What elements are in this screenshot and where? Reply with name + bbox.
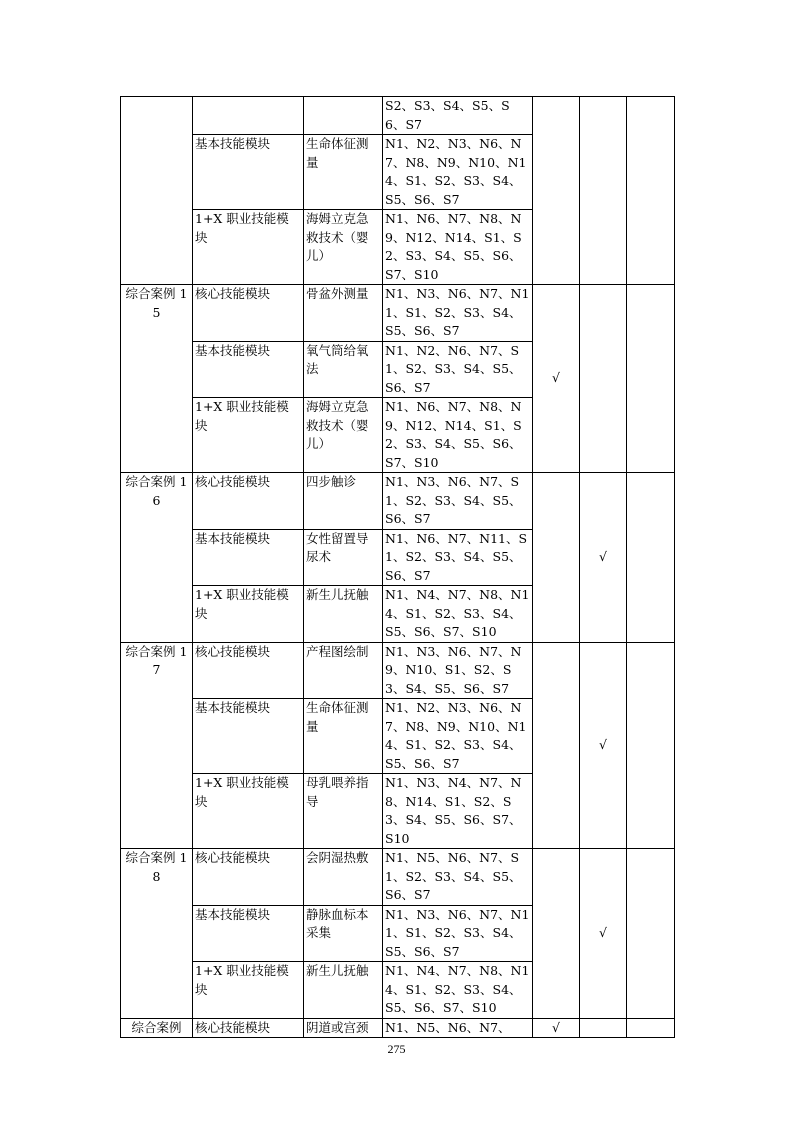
check-cell-3 — [627, 285, 675, 473]
codes-cell: S2、S3、S4、S5、S6、S7 — [383, 97, 533, 135]
module-cell: 核心技能模块 — [193, 849, 304, 906]
case-cell: 综合案例 18 — [121, 849, 193, 1019]
skill-item-cell: 阴道或宫颈 — [304, 1018, 383, 1038]
check-cell-2 — [580, 1018, 627, 1038]
skill-item-cell: 静脉血标本采集 — [304, 905, 383, 962]
check-cell-2: √ — [580, 642, 627, 849]
module-cell: 核心技能模块 — [193, 642, 304, 699]
skill-item-cell: 生命体征测量 — [304, 135, 383, 210]
table-row — [121, 642, 675, 699]
check-cell-2: √ — [580, 849, 627, 1019]
check-cell-1 — [533, 849, 580, 1019]
module-cell: 基本技能模块 — [193, 905, 304, 962]
table-row — [121, 849, 675, 906]
module-cell: 基本技能模块 — [193, 341, 304, 398]
skill-item-cell: 骨盆外测量 — [304, 285, 383, 342]
codes-cell: N1、N4、N7、N8、N14、S1、S2、S3、S4、S5、S6、S7、S10 — [383, 962, 533, 1019]
skill-item-cell: 生命体征测量 — [304, 699, 383, 774]
case-cell: 综合案例 — [121, 1018, 193, 1038]
check-cell-2 — [580, 97, 627, 285]
module-cell: 基本技能模块 — [193, 699, 304, 774]
skill-item-cell: 氧气筒给氧法 — [304, 341, 383, 398]
codes-cell: N1、N2、N6、N7、S1、S2、S3、S4、S5、S6、S7 — [383, 341, 533, 398]
skill-item-cell: 四步触诊 — [304, 473, 383, 530]
table-row — [121, 97, 675, 135]
module-cell: 基本技能模块 — [193, 529, 304, 586]
check-cell-1 — [533, 97, 580, 285]
module-cell: 核心技能模块 — [193, 1018, 304, 1038]
case-cell: 综合案例 17 — [121, 642, 193, 849]
check-cell-2 — [580, 285, 627, 473]
module-cell: 1+X 职业技能模块 — [193, 586, 304, 643]
skill-item-cell: 会阴湿热敷 — [304, 849, 383, 906]
codes-cell: N1、N6、N7、N8、N9、N12、N14、S1、S2、S3、S4、S5、S6、S7、S10 — [383, 398, 533, 473]
check-cell-1 — [533, 642, 580, 849]
skill-item-cell: 女性留置导尿术 — [304, 529, 383, 586]
skill-item-cell: 新生儿抚触 — [304, 962, 383, 1019]
codes-cell: N1、N6、N7、N8、N9、N12、N14、S1、S2、S3、S4、S5、S6、S7、S10 — [383, 210, 533, 285]
check-cell-2: √ — [580, 473, 627, 643]
check-cell-3 — [627, 473, 675, 643]
case-cell: 综合案例 15 — [121, 285, 193, 473]
module-cell — [193, 97, 304, 135]
module-cell: 核心技能模块 — [193, 473, 304, 530]
codes-cell: N1、N3、N4、N7、N8、N14、S1、S2、S3、S4、S5、S6、S7、S10 — [383, 774, 533, 849]
case-cell — [121, 97, 193, 285]
table-row — [121, 285, 675, 342]
skill-item-cell — [304, 97, 383, 135]
check-cell-1: √ — [533, 1018, 580, 1038]
codes-cell: N1、N4、N7、N8、N14、S1、S2、S3、S4、S5、S6、S7、S10 — [383, 586, 533, 643]
codes-cell: N1、N2、N3、N6、N7、N8、N9、N10、N14、S1、S2、S3、S4、S5、S6、S7 — [383, 135, 533, 210]
codes-cell: N1、N3、N6、N7、N11、S1、S2、S3、S4、S5、S6、S7 — [383, 285, 533, 342]
module-cell: 基本技能模块 — [193, 135, 304, 210]
check-cell-3 — [627, 849, 675, 1019]
codes-cell: N1、N5、N6、N7、 — [383, 1018, 533, 1038]
check-cell-3 — [627, 642, 675, 849]
codes-cell: N1、N3、N6、N7、N9、N10、S1、S2、S3、S4、S5、S6、S7 — [383, 642, 533, 699]
skill-item-cell: 海姆立克急救技术（婴儿） — [304, 398, 383, 473]
check-cell-1 — [533, 473, 580, 643]
check-cell-1: √ — [533, 285, 580, 473]
page-number: 275 — [387, 1042, 406, 1056]
codes-cell: N1、N6、N7、N11、S1、S2、S3、S4、S5、S6、S7 — [383, 529, 533, 586]
check-cell-3 — [627, 1018, 675, 1038]
table-row — [121, 1018, 675, 1038]
case-cell: 综合案例 16 — [121, 473, 193, 643]
codes-cell: N1、N3、N6、N7、S1、S2、S3、S4、S5、S6、S7 — [383, 473, 533, 530]
module-cell: 1+X 职业技能模块 — [193, 962, 304, 1019]
skill-item-cell: 母乳喂养指导 — [304, 774, 383, 849]
codes-cell: N1、N3、N6、N7、N11、S1、S2、S3、S4、S5、S6、S7 — [383, 905, 533, 962]
codes-cell: N1、N5、N6、N7、S1、S2、S3、S4、S5、S6、S7 — [383, 849, 533, 906]
table-row — [121, 473, 675, 530]
codes-cell: N1、N2、N3、N6、N7、N8、N9、N10、N14、S1、S2、S3、S4、S5、S6、S7 — [383, 699, 533, 774]
module-cell: 1+X 职业技能模块 — [193, 398, 304, 473]
module-cell: 核心技能模块 — [193, 285, 304, 342]
check-cell-3 — [627, 97, 675, 285]
skill-item-cell: 新生儿抚触 — [304, 586, 383, 643]
module-cell: 1+X 职业技能模块 — [193, 210, 304, 285]
skills-table — [120, 96, 675, 1038]
skill-item-cell: 海姆立克急救技术（婴儿） — [304, 210, 383, 285]
module-cell: 1+X 职业技能模块 — [193, 774, 304, 849]
skill-item-cell: 产程图绘制 — [304, 642, 383, 699]
